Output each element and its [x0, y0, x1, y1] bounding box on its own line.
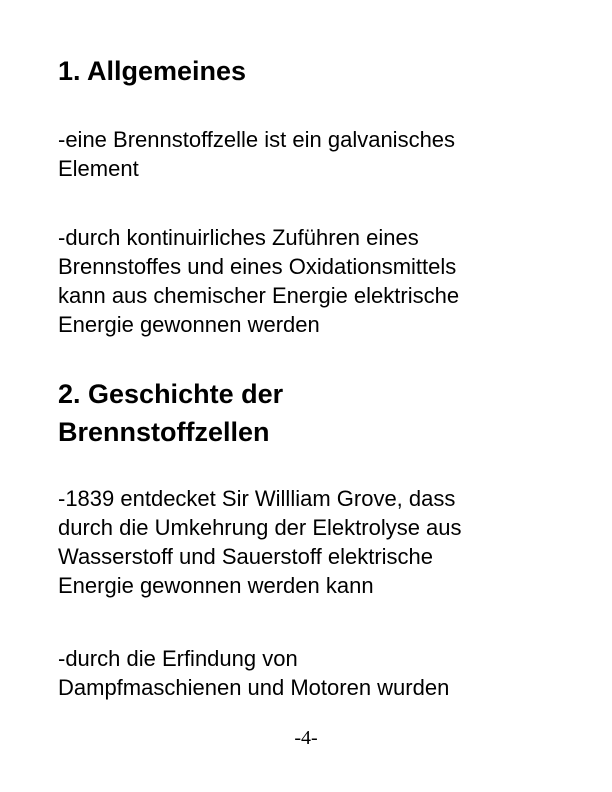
text-line: kann aus chemischer Energie elektrische	[58, 283, 460, 308]
heading-line: Brennstoffzellen	[58, 417, 270, 447]
section-1-paragraph-1	[58, 125, 455, 183]
section-1-heading: 1. Allgemeines	[58, 56, 247, 86]
text-line: Dampfmaschienen und Motoren wurden	[58, 675, 450, 700]
section-1-paragraph-2	[58, 223, 459, 339]
section-2-paragraph-2	[58, 644, 449, 702]
text-line: Energie gewonnen werden kann	[58, 573, 374, 598]
section-2-heading	[58, 375, 283, 451]
text-line: Brennstoffes und eines Oxidationsmittels	[58, 254, 457, 279]
text-line: durch die Umkehrung der Elektrolyse aus	[58, 515, 462, 540]
text-line: Wasserstoff und Sauerstoff elektrische	[58, 544, 433, 569]
page-number: -4-	[294, 727, 318, 749]
text-line: Element	[58, 156, 139, 181]
section-2-paragraph-1	[58, 484, 462, 600]
text-line: -1839 entdecket Sir Willliam Grove, dass	[58, 486, 456, 511]
heading-line: 2. Geschichte der	[58, 379, 284, 409]
text-line: -durch kontinuirliches Zuführen eines	[58, 225, 419, 250]
text-line: Energie gewonnen werden	[58, 312, 320, 337]
text-line: -durch die Erfindung von	[58, 646, 298, 671]
text-line: -eine Brennstoffzelle ist ein galvanisches	[58, 127, 456, 152]
